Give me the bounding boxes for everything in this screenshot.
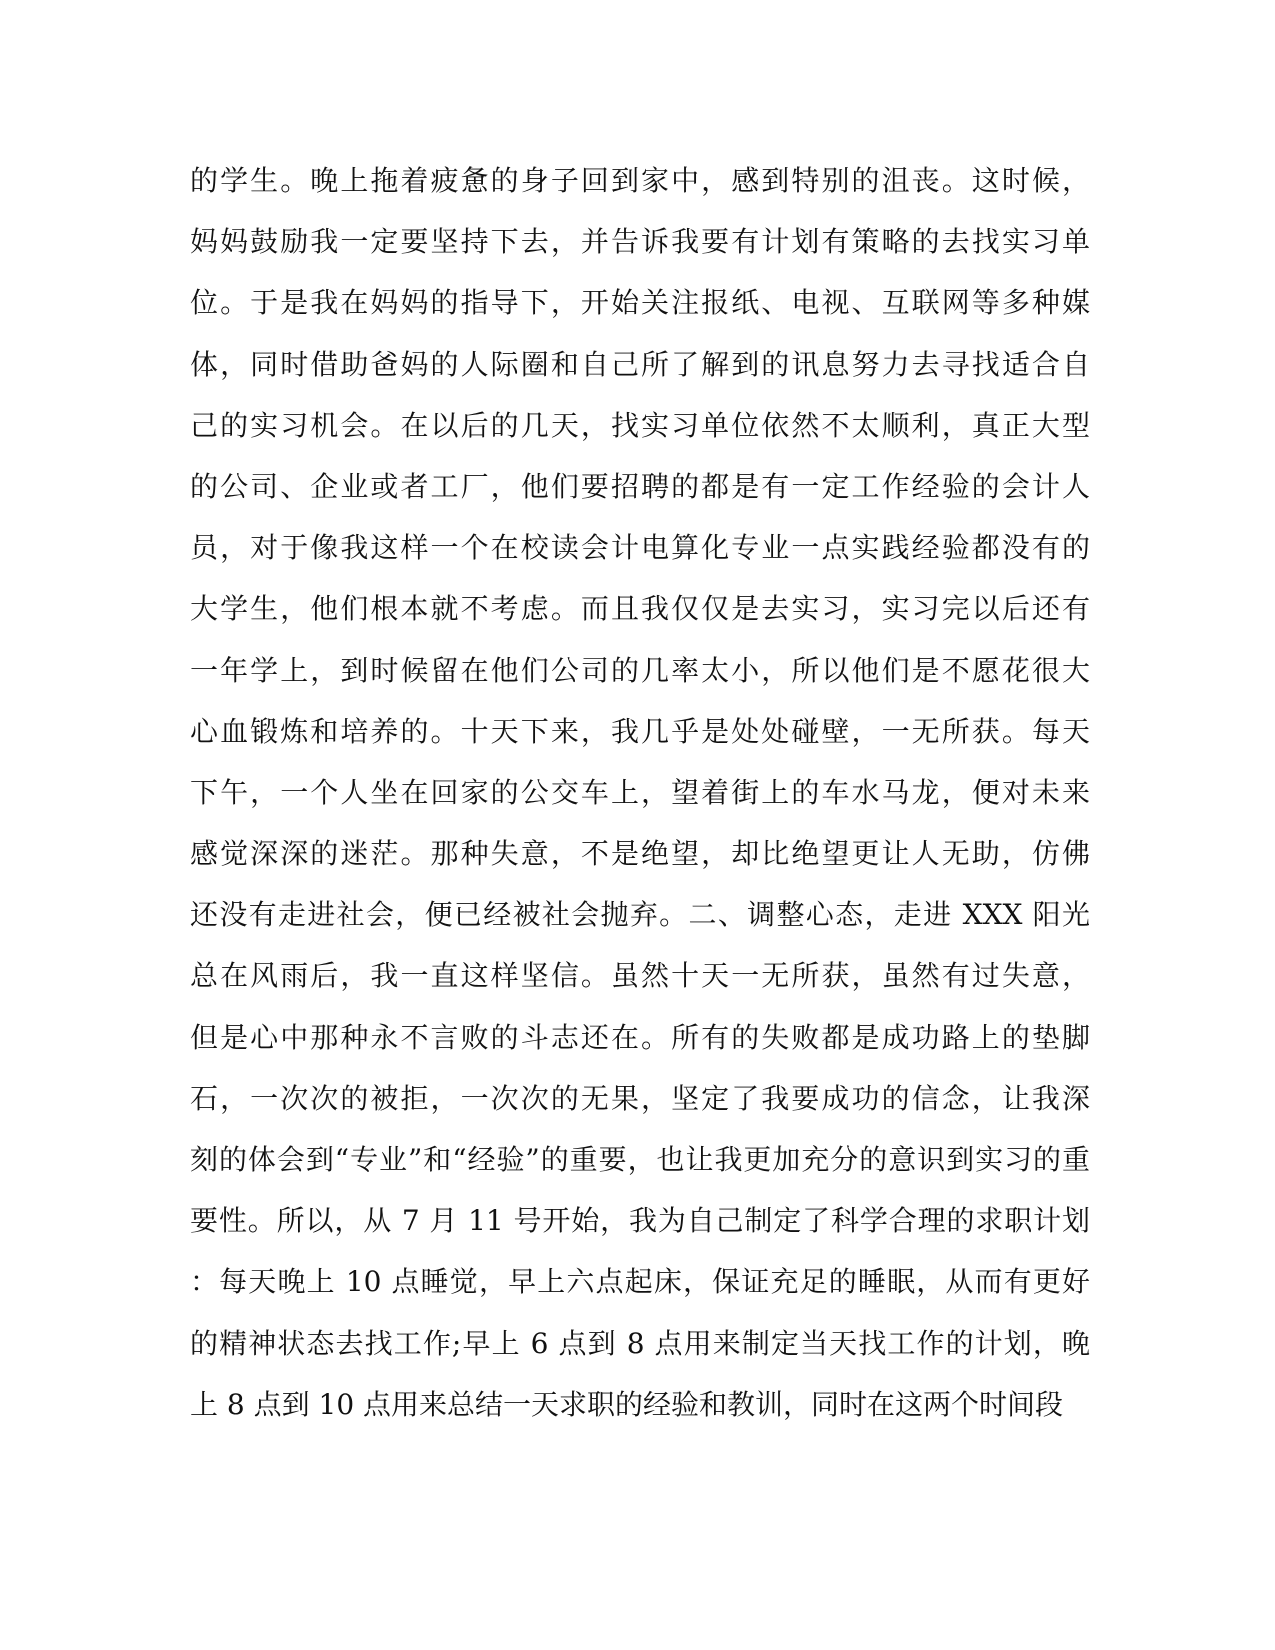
text-line: ：每天晚上 10 点睡觉，早上六点起床，保证充足的睡眠，从而有更好 [190,1265,1090,1299]
text-line: 员，对于像我这样一个在校读会计电算化专业一点实践经验都没有的 [190,531,1090,565]
text-line: 上 8 点到 10 点用来总结一天求职的经验和教训，同时在这两个时间段 [190,1387,1064,1421]
text-line: 体，同时借助爸妈的人际圈和自己所了解到的讯息努力去寻找适合自 [190,347,1090,381]
text-line: 位。于是我在妈妈的指导下，开始关注报纸、电视、互联网等多种媒 [190,286,1090,320]
text-line: 大学生，他们根本就不考虑。而且我仅仅是去实习，实习完以后还有 [190,592,1090,626]
text-line: 一年学上，到时候留在他们公司的几率太小，所以他们是不愿花很大 [190,653,1090,687]
body-text [190,160,1090,1445]
text-line: 石，一次次的被拒，一次次的无果，坚定了我要成功的信念，让我深 [190,1081,1090,1115]
text-line: 心血锻炼和培养的。十天下来，我几乎是处处碰壁，一无所获。每天 [190,714,1090,748]
text-line: 感觉深深的迷茫。那种失意，不是绝望，却比绝望更让人无助，仿佛 [190,837,1090,871]
text-line: 妈妈鼓励我一定要坚持下去，并告诉我要有计划有策略的去找实习单 [190,225,1090,259]
text-line: 的精神状态去找工作;早上 6 点到 8 点用来制定当天找工作的计划，晚 [190,1326,1090,1360]
text-line: 下午，一个人坐在回家的公交车上，望着街上的车水马龙，便对未来 [190,775,1090,809]
text-line: 的公司、企业或者工厂，他们要招聘的都是有一定工作经验的会计人 [190,469,1090,503]
text-line: 刻的体会到“专业”和“经验”的重要，也让我更加充分的意识到实习的重 [190,1143,1090,1176]
text-line: 己的实习机会。在以后的几天，找实习单位依然不太顺利，真正大型 [190,408,1090,442]
text-line: 但是心中那种永不言败的斗志还在。所有的失败都是成功路上的垫脚 [190,1020,1090,1054]
text-line: 还没有走进社会，便已经被社会抛弃。二、调整心态，走进 XXX 阳光 [190,898,1090,932]
text-line: 总在风雨后，我一直这样坚信。虽然十天一无所获，虽然有过失意， [190,959,1090,993]
text-line: 要性。所以，从 7 月 11 号开始，我为自己制定了科学合理的求职计划 [190,1204,1090,1238]
text-line: 的学生。晚上拖着疲惫的身子回到家中，感到特别的沮丧。这时候， [190,164,1090,197]
